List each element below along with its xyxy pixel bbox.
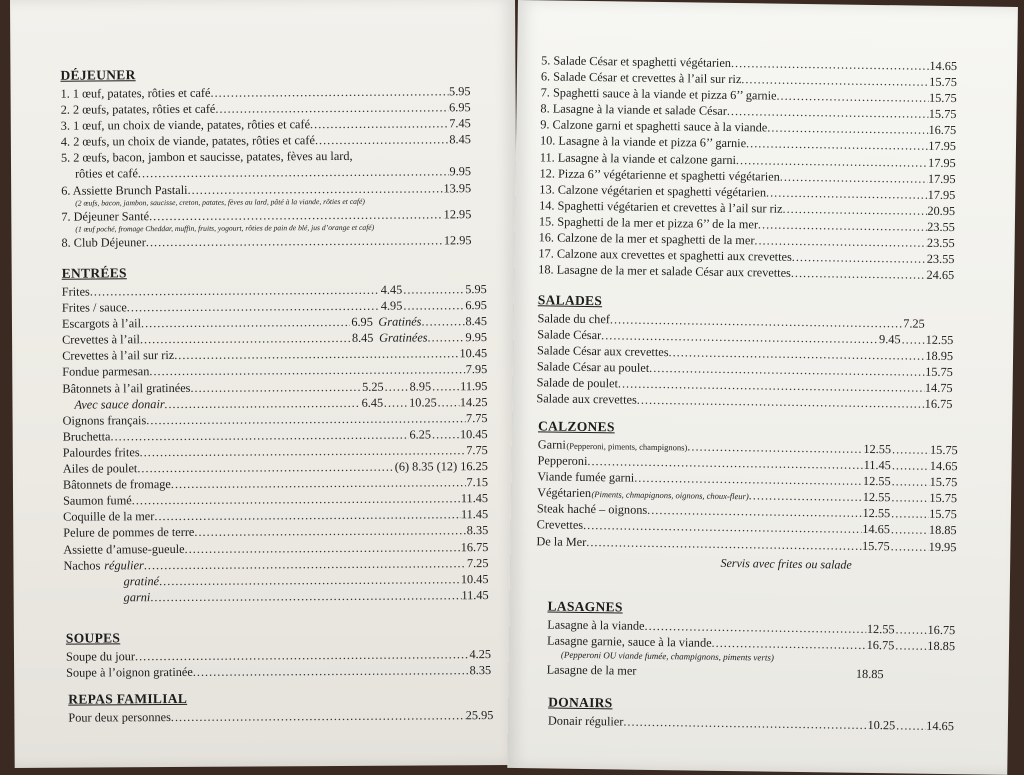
menu-item: Oignons français ..... 7.75	[63, 410, 488, 429]
menu-item: 5. Salade César et spaghetti végétarien ..... 14.65	[541, 52, 957, 74]
menu-item: Bâtonnets à l’ail gratinées ..... 5.25 ..... 8.95 ..... 11.95	[62, 378, 487, 397]
soupes-section	[66, 628, 491, 681]
menu-item: Pour deux personnes ..... 25.95	[68, 707, 493, 726]
menu-item: Donair régulier ..... 10.25 ..... 14.65	[548, 712, 954, 734]
menu-item: Lasagne de la mer 18.85	[546, 662, 884, 682]
menu-item: Saumon fumé ..... 11.45	[63, 490, 488, 509]
menu-item: Pelure de pommes de terre ..... 8.35	[63, 522, 488, 541]
menu-item: 15. Spaghetti de la mer et pizza 6’’ de la mer ..... 23.55	[539, 213, 955, 235]
right-menu-page	[507, 0, 1018, 775]
menu-item: gratiné ..... 10.45	[64, 571, 489, 590]
menu-item: 18. Lasagne de la mer et salade César aux crevettes ..... 24.65	[538, 262, 954, 284]
item-description: (2 œufs, bacon, jambon, saucisse, creton, patates, fèves au lard, pâté à la viande, rôties et café)	[75, 196, 365, 208]
menu-item: Avec sauce donair ..... 6.45 ..... 10.25 ..... 14.25	[62, 394, 487, 413]
lasagnes-section	[547, 598, 956, 683]
menu-item: 7. Déjeuner Santé ..... 12.95	[61, 206, 471, 225]
menu-item: Pepperoni ..... 11.45 ..... 14.65	[537, 452, 957, 474]
menu-item: 13. Calzone végétarien et spaghetti végétarien ..... 17.95	[539, 181, 955, 203]
menu-item: Végétarien (Piments, chmapignons, oignons, choux-fleur) ..... 12.55 ..... 15.75	[537, 485, 957, 507]
menu-item: 11. Lasagne à la viande et calzone garni ..... 17.95	[540, 149, 956, 171]
menu-item: Ailes de poulet ..... (6) 8.35 (12) 16.25	[63, 458, 488, 477]
menu-item: 2. 2 œufs, patates, rôties et café ..... 6.95	[61, 99, 471, 118]
menu-item: Salade César aux crevettes ..... 18.95	[537, 342, 953, 364]
entrees-section	[62, 263, 489, 605]
menu-item: Frites / sauce ..... 4.95 ..... 6.95	[62, 297, 487, 316]
menu-item: 8. Lasagne à la viande et salade César ..... 15.75	[540, 101, 956, 123]
menu-item: garni ..... 11.45	[64, 587, 489, 606]
menu-item: 8. Club Déjeuner ..... 12.95	[61, 232, 471, 251]
menu-item: Assiette d’amuse-gueule ..... 16.75	[63, 539, 488, 558]
calzones-served-note: Servis avec frites ou salade	[720, 555, 852, 572]
menu-item: Bâtonnets de fromage ..... 7.15	[63, 474, 488, 493]
menu-item: Salade aux crevettes ..... 16.75	[536, 391, 952, 413]
menu-item: 10. Lasagne à la viande et pizza 6’’ garnie ..... 17.95	[540, 133, 956, 155]
menu-item: 17. Calzone aux crevettes et spaghetti aux crevettes ..... 23.55	[538, 245, 954, 267]
menu-item: Soupe à l’oignon gratinée ..... 8.35	[66, 662, 491, 681]
section-title-soupes: SOUPES	[65, 630, 121, 646]
menu-item: De la Mer ..... 15.75 ..... 19.95	[536, 533, 956, 555]
calzones-section	[536, 418, 958, 574]
section-title-entrees: ENTRÉES	[61, 265, 127, 281]
menu-item: Bruchetta ..... 6.25 ..... 10.45	[63, 426, 488, 445]
menu-item: 12. Pizza 6’’ végétarienne et spaghetti végétarien ..... 17.95	[539, 165, 955, 187]
item-description: (1 œuf poché, fromage Cheddar, muffin, fruits, yogourt, rôties de pain de blé, jus d’orange et café)	[75, 222, 375, 234]
menu-item: Salade du chef ..... 7.25	[537, 310, 953, 332]
menu-item: Viande fumée garni ..... 12.55 ..... 15.75	[537, 469, 957, 491]
dejeuner-section	[60, 65, 471, 250]
menu-item: Coquille de la mer ..... 11.45	[63, 506, 488, 525]
section-title-dejeuner: DÉJEUNER	[60, 67, 136, 83]
menu-item: Salade César au poulet ..... 15.75	[537, 359, 953, 381]
combos-section	[538, 52, 957, 283]
menu-item: 5. 2 œufs, bacon, jambon et saucisse, patates, fèves au lard,	[60, 149, 353, 166]
menu-item: 14. Spaghetti végétarien et crevettes à l’ail sur riz ..... 20.95	[539, 197, 955, 219]
menu-item: 9. Calzone garni et spaghetti sauce à la viande ..... 16.75	[540, 117, 956, 139]
menu-item: Escargots à l’ail ..... 6.95 Gratinés ..... 8.45	[62, 313, 487, 332]
menu-item: Nachos régulier ..... 7.25	[63, 555, 488, 574]
left-menu-page	[10, 0, 520, 768]
menu-item: Crevettes ..... 14.65 ..... 18.85	[537, 517, 957, 539]
repas-familial-section	[68, 689, 493, 726]
menu-item-continued: rôties et café ..... 9.95	[61, 164, 471, 183]
menu-item: Frites ..... 4.45 ..... 5.95	[62, 281, 487, 300]
menu-item: 7. Spaghetti sauce à la viande et pizza 6’’ garnie ..... 15.75	[541, 85, 957, 107]
menu-item: Garni (Pepperoni, piments, champignons) ..... 12.55 ..... 15.75	[538, 436, 958, 458]
menu-item: Lasagne à la viande ..... 12.55 ..... 16.75	[547, 616, 955, 638]
menu-item: Crevettes à l’ail sur riz ..... 10.45	[62, 345, 487, 364]
menu-item: Fondue parmesan ..... 7.95	[62, 362, 487, 381]
salades-section	[536, 292, 954, 412]
menu-item: 6. Assiette Brunch Pastali ..... 13.95	[61, 180, 471, 199]
section-title-lasagnes: LASAGNES	[547, 598, 623, 615]
section-title-donairs: DONAIRS	[548, 694, 613, 711]
menu-item: Crevettes à l’ail ..... 8.45 Gratinées ..... 9.95	[62, 329, 487, 348]
menu-item: Lasagne garnie, sauce à la viande ..... 16.75 ..... 18.85	[547, 633, 955, 655]
menu-item: 4. 2 œufs, un choix de viande, patates, rôties et café ..... 8.45	[61, 131, 471, 150]
menu-item: 1. 1 œuf, patates, rôties et café ..... 5.95	[61, 83, 471, 102]
item-description: (Pepperoni OU viande fumée, champignons, piments verts)	[560, 649, 775, 663]
menu-item: 6. Salade César et crevettes à l’ail sur riz ..... 15.75	[541, 68, 957, 90]
menu-item: 16. Calzone de la mer et spaghetti de la mer ..... 23.55	[539, 229, 955, 251]
menu-item: Steak haché – oignons ..... 12.55 ..... 15.75	[537, 501, 957, 523]
section-title-salades: SALADES	[537, 292, 603, 309]
section-title-calzones: CALZONES	[537, 418, 615, 435]
menu-item: Palourdes frites ..... 7.75	[63, 442, 488, 461]
donairs-section	[548, 694, 954, 734]
menu-item: Salade César ..... 9.45 ..... 12.55	[537, 326, 953, 348]
menu-item: 3. 1 œuf, un choix de viande, patates, rôties et café ..... 7.45	[61, 115, 471, 134]
menu-item: Soupe du jour ..... 4.25	[66, 646, 491, 665]
section-title-repas-familial: REPAS FAMILIAL	[68, 690, 188, 707]
menu-item: Salade de poulet ..... 14.75	[537, 375, 953, 397]
